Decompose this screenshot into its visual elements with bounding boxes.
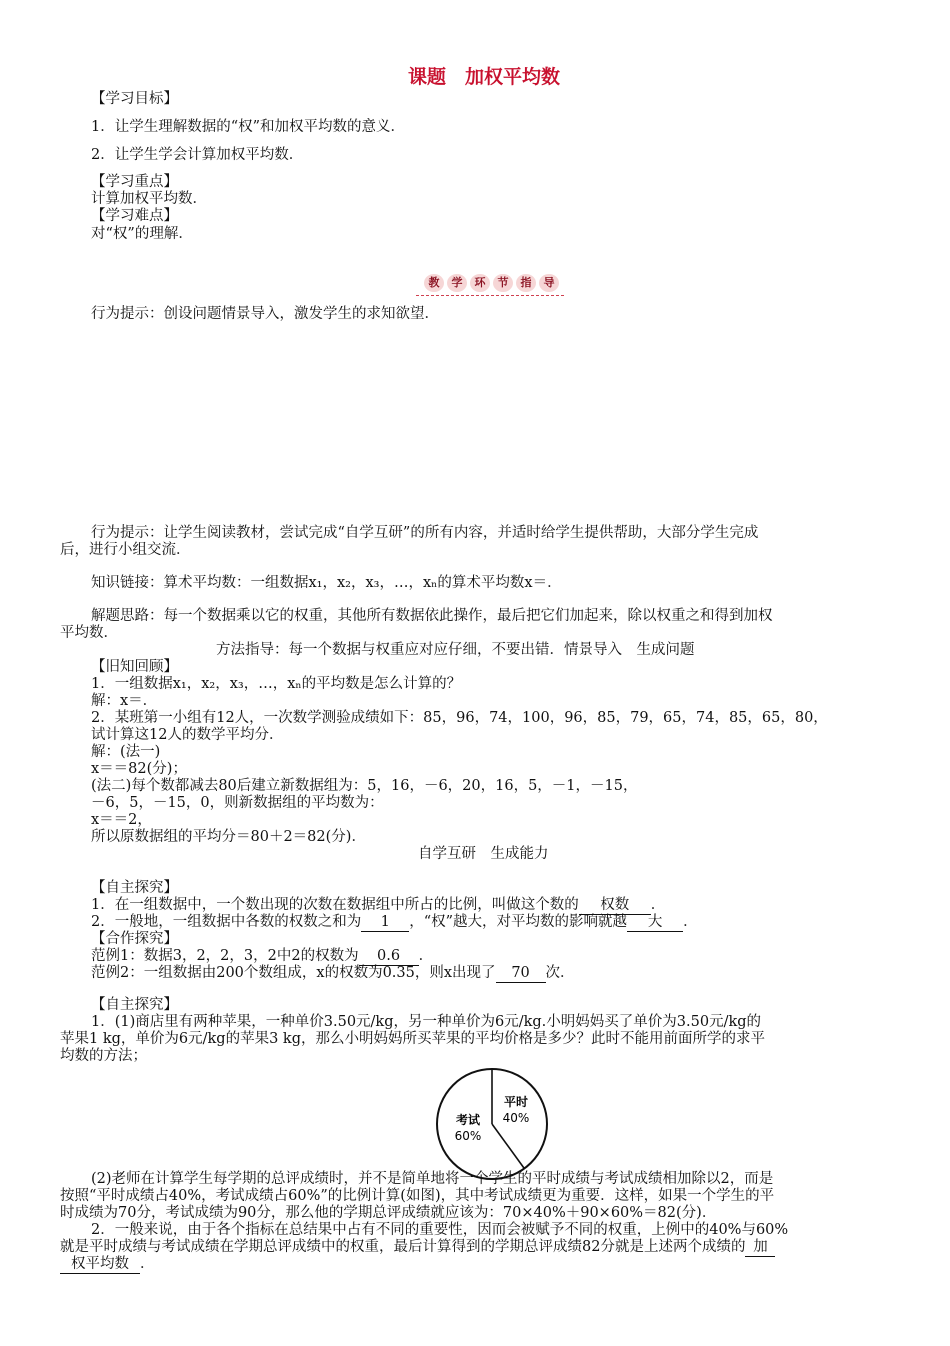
pie-slice-value: 60% <box>454 1129 482 1143</box>
answer-blank: 大 <box>627 913 683 932</box>
goal-1: 1．让学生理解数据的“权”和加权平均数的意义． <box>91 119 406 135</box>
explore-1-item-2 <box>91 913 698 932</box>
item-text: ． <box>650 897 666 913</box>
pie-slice-label: 考试 <box>455 1113 481 1127</box>
explore-2-p1-line-3: 均数的方法； <box>60 1048 147 1064</box>
review-heading: 【旧知回顾】 <box>91 659 178 675</box>
banner-char: 指 <box>516 274 536 292</box>
page-title: 课题 加权平均数 <box>408 66 561 88</box>
key-text: 计算加权平均数． <box>91 191 207 207</box>
review-sol-3: (法二)每个数都减去80后建立新数据组为：5，16，－6，20，16，5，－1，－15， <box>91 778 638 794</box>
review-sol-2: x＝＝82(分)； <box>91 761 187 777</box>
review-q2-line-2: 试计算这12人的数学平均分． <box>91 727 284 743</box>
banner-char: 学 <box>447 274 467 292</box>
item-text: 2．一般地，一组数据中各数的权数之和为 <box>91 914 362 930</box>
coop-example-2 <box>91 964 575 983</box>
difficulty-text: 对“权”的理解． <box>91 226 193 242</box>
explore-2-p1-line-2: 苹果1 kg，单价为6元/kg的苹果3 kg，那么小明妈妈所买苹果的平均价格是多少？此时不能用前面所学的求平 <box>60 1031 765 1047</box>
explore-2-p3-line-1: 2．一般来说，由于各个指标在总结果中占有不同的重要性，因而会被赋予不同的权重，上例中的40%与60% <box>91 1222 789 1238</box>
review-a1: 解：x＝． <box>91 693 158 709</box>
hint-2-line-1: 行为提示：让学生阅读教材，尝试完成“自学互研”的所有内容，并适时给学生提供帮助，大部分学生完成 <box>91 525 759 541</box>
answer-blank: 权平均数 <box>60 1255 140 1274</box>
score-weight-pie-chart <box>432 1064 552 1184</box>
banner-char: 节 <box>493 274 513 292</box>
difficulty-heading: 【学习难点】 <box>91 208 178 224</box>
banner-char: 导 <box>539 274 559 292</box>
review-sol-4: －6，5，－15，0，则新数据组的平均数为： <box>91 795 384 811</box>
section-heading: 自学互研 生成能力 <box>418 846 549 862</box>
item-text: ． <box>683 914 698 930</box>
review-sol-5: x＝＝2， <box>91 812 152 828</box>
answer-blank: 0.6 <box>359 947 419 966</box>
answer-blank: 加 <box>745 1238 775 1257</box>
review-q2-line-1: 2．某班第一小组有12人，一次数学测验成绩如下：85，96，74，100，96，85，79，65，74，85，65，80， <box>91 710 828 726</box>
answer-blank: 权数 <box>579 896 651 915</box>
item-text: ，“权”越大，对平均数的影响就越 <box>409 914 628 930</box>
item-text: 范例2：一组数据由200个数组成，x的权数为0.35，则x出现了 <box>91 965 496 981</box>
item-text: ． <box>418 948 434 964</box>
explore-2-p2-line-2: 按照“平时成绩占40%，考试成绩占60%”的比例计算(如图)，其中考试成绩更为重要．这样，如果一个学生的平 <box>60 1188 775 1204</box>
hint-2-line-2: 后，进行小组交流． <box>60 542 191 558</box>
goal-2: 2．让学生学会计算加权平均数． <box>91 147 304 163</box>
knowledge-link: 知识链接：算术平均数：一组数据x₁，x₂，x₃，…，xₙ的算术平均数x＝． <box>91 575 562 591</box>
review-sol-1: 解：(法一) <box>91 744 161 760</box>
goals-heading: 【学习目标】 <box>91 91 178 107</box>
hint-1: 行为提示：创设问题情景导入，激发学生的求知欲望． <box>91 306 439 322</box>
review-q1: 1．一组数据x₁，x₂，x₃，…，xₙ的平均数是怎么计算的？ <box>91 676 462 692</box>
item-text: 范例1：数据3，2，2，3，2中2的权数为 <box>91 948 359 964</box>
review-sol-6: 所以原数据组的平均分＝80＋2＝82(分)． <box>91 829 366 845</box>
explore-2-heading: 【自主探究】 <box>91 997 178 1013</box>
thinking-line-1: 解题思路：每一个数据乘以它的权重，其他所有数据依此操作，最后把它们加起来，除以权重之和得到加权 <box>91 608 773 624</box>
banner-char: 环 <box>470 274 490 292</box>
banner-char: 教 <box>424 274 444 292</box>
answer-blank: 70 <box>496 964 546 983</box>
coop-heading: 【合作探究】 <box>91 931 178 947</box>
explore-2-p1-line-1: 1．(1)商店里有两种苹果，一种单价3.50元/kg，另一种单价为6元/kg.小明妈妈买了单价为3.50元/kg的 <box>91 1014 762 1030</box>
banner-underline <box>416 295 564 296</box>
item-text: 就是平时成绩与考试成绩在学期总评成绩中的权重，最后计算得到的学期总评成绩82分就是上述两个成绩的 <box>60 1239 746 1255</box>
explore-2-p2-line-1: (2)老师在计算学生每学期的总评成绩时，并不是简单地将一个学生的平时成绩与考试成绩相加除以2，而是 <box>91 1171 774 1187</box>
explore-2-p2-line-3: 时成绩为70分，考试成绩为90分，那么他的学期总评成绩就应该为：70×40%＋90×60%＝82(分)． <box>60 1205 717 1221</box>
answer-blank: 1 <box>361 913 409 932</box>
item-text: ． <box>140 1256 155 1272</box>
explore-2-p3-line-2 <box>60 1238 775 1257</box>
key-heading: 【学习重点】 <box>91 174 178 190</box>
explore-1-heading: 【自主探究】 <box>91 880 178 896</box>
pie-slice-value: 40% <box>502 1111 530 1125</box>
item-text: 次． <box>545 965 575 981</box>
explore-2-p3-line-3 <box>60 1255 155 1274</box>
method-guide: 方法指导：每一个数据与权重应对应仔细，不要出错．情景导入 生成问题 <box>216 642 695 658</box>
pie-slice-label: 平时 <box>503 1095 529 1109</box>
teaching-guide-banner <box>424 274 562 296</box>
item-text: 1．在一组数据中，一个数出现的次数在数据组中所占的比例，叫做这个数的 <box>91 897 579 913</box>
thinking-line-2: 平均数． <box>60 625 118 641</box>
